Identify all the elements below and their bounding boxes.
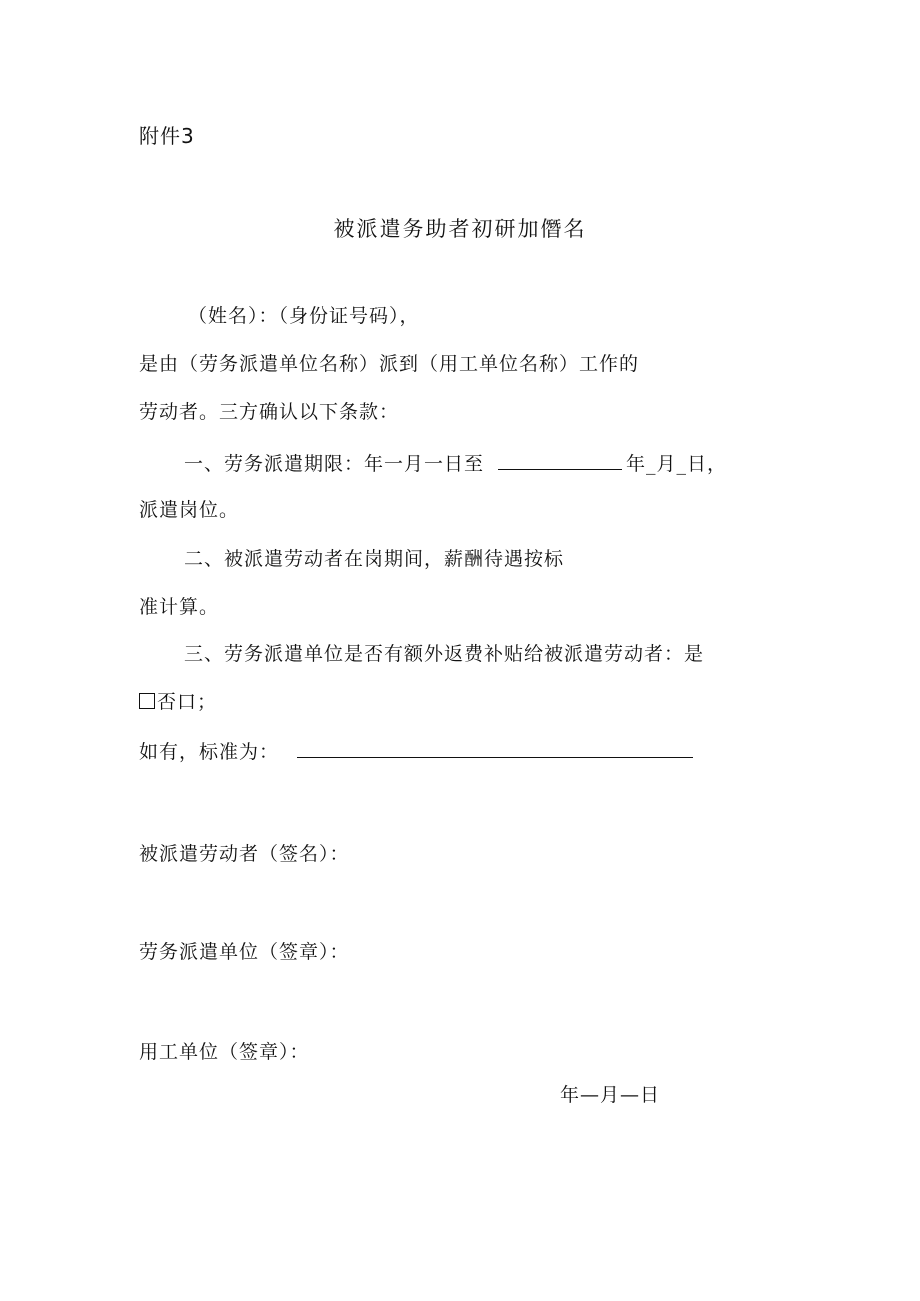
employer-seal: 用工单位（签章）： <box>139 1041 310 1063</box>
clause-1-line-2: 派遣岗位。 <box>139 499 240 521</box>
dispatch-unit-seal: 劳务派遣单位（签章）： <box>139 941 350 963</box>
clause-3-line-2 <box>139 690 217 714</box>
intro-line-1: （姓名）：（身份证号码）， <box>188 305 420 327</box>
clause-2-line-2: 准计算。 <box>139 596 220 618</box>
document-title: 被派遣务助者初研加僭名 <box>333 217 587 241</box>
clause-2-line-1: 二、被派遣劳动者在岗期间，薪酬待遇按标 <box>184 548 565 570</box>
clause-1-term-end: 年_月_日， <box>626 453 728 475</box>
clause-1-line-1 <box>184 451 727 476</box>
standard-blank <box>297 739 693 758</box>
clause-3-line-1: 三、劳务派遣单位是否有额外返费补贴给被派遣劳动者：是 <box>184 643 705 665</box>
term-end-blank <box>498 451 622 470</box>
attachment-label: 附件3 <box>139 124 195 148</box>
worker-signature: 被派遣劳动者（签名）： <box>139 843 350 865</box>
yes-checkbox[interactable] <box>139 693 155 709</box>
clause-3-line-3 <box>139 739 693 764</box>
intro-line-2: 是由（劳务派遣单位名称）派到（用工单位名称）工作的 <box>139 353 640 375</box>
intro-line-3: 劳动者。三方确认以下条款： <box>139 401 400 423</box>
date-line: 年—月—日 <box>560 1084 661 1106</box>
no-option-label: 否口； <box>157 691 218 713</box>
clause-1-term-start: 一、劳务派遣期限：年一月一日至 <box>184 453 485 475</box>
standard-label: 如有，标准为： <box>139 741 280 763</box>
